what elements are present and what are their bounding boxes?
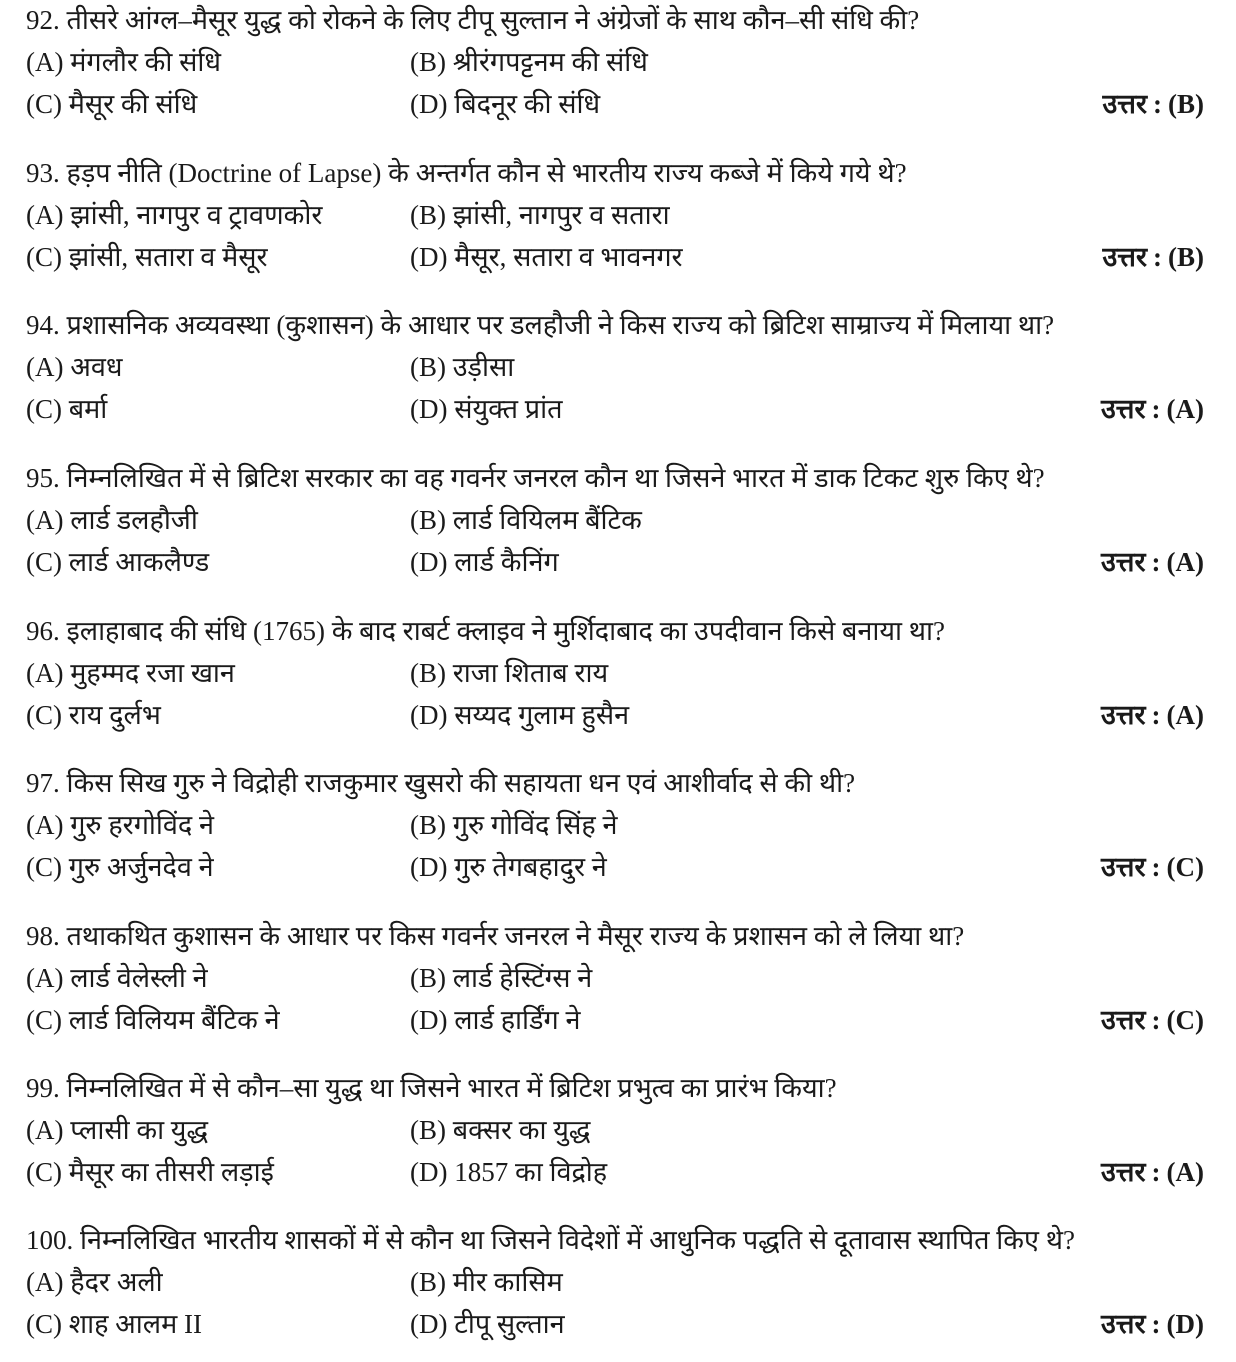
option-b: (B) बक्सर का युद्ध bbox=[410, 1115, 591, 1145]
option-a: (A) मंगलौर की संधि bbox=[26, 47, 221, 77]
question-98 bbox=[0, 918, 1236, 1058]
option-d: (D) लार्ड कैनिंग bbox=[410, 547, 559, 577]
answer: उत्तर : (C) bbox=[1101, 852, 1204, 882]
option-a: (A) प्लासी का युद्ध bbox=[26, 1115, 209, 1145]
answer: उत्तर : (A) bbox=[1101, 700, 1204, 730]
question-text: 94. प्रशासनिक अव्यवस्था (कुशासन) के आधार पर डलहौजी ने किस राज्य को ब्रिटिश साम्राज्य में मिलाया था? bbox=[26, 310, 1055, 340]
question-text: 99. निम्नलिखित में से कौन–सा युद्ध था जिसने भारत में ब्रिटिश प्रभुत्व का प्रारंभ किया? bbox=[26, 1073, 837, 1103]
option-b: (B) उड़ीसा bbox=[410, 352, 515, 382]
option-c: (C) शाह आलम II bbox=[26, 1309, 202, 1339]
answer: उत्तर : (A) bbox=[1101, 394, 1204, 424]
question-95 bbox=[0, 460, 1236, 600]
option-a: (A) मुहम्मद रजा खान bbox=[26, 658, 235, 688]
option-b: (B) झांसी, नागपुर व सतारा bbox=[410, 200, 670, 230]
question-text: 93. हड़प नीति (Doctrine of Lapse) के अन्तर्गत कौन से भारतीय राज्य कब्जे में किये गये थे? bbox=[26, 158, 907, 188]
option-c: (C) बर्मा bbox=[26, 394, 108, 424]
answer: उत्तर : (B) bbox=[1102, 89, 1204, 119]
option-a: (A) अवध bbox=[26, 352, 123, 382]
option-b: (B) लार्ड वियिलम बैंटिक bbox=[410, 505, 642, 535]
question-93 bbox=[0, 155, 1236, 295]
option-b: (B) मीर कासिम bbox=[410, 1267, 563, 1297]
option-b: (B) श्रीरंगपट्टनम की संधि bbox=[410, 47, 648, 77]
option-c: (C) झांसी, सतारा व मैसूर bbox=[26, 242, 268, 272]
option-d: (D) बिदनूर की संधि bbox=[410, 89, 601, 119]
option-d: (D) लार्ड हार्डिंग ने bbox=[410, 1005, 581, 1035]
question-94 bbox=[0, 307, 1236, 447]
answer: उत्तर : (B) bbox=[1102, 242, 1204, 272]
question-99 bbox=[0, 1070, 1236, 1210]
question-97 bbox=[0, 765, 1236, 905]
answer: उत्तर : (C) bbox=[1101, 1005, 1204, 1035]
option-d: (D) सय्यद गुलाम हुसैन bbox=[410, 700, 630, 730]
option-b: (B) लार्ड हेस्टिंग्स ने bbox=[410, 963, 593, 993]
question-text: 98. तथाकथित कुशासन के आधार पर किस गवर्नर जनरल ने मैसूर राज्य के प्रशासन को ले लिया था? bbox=[26, 921, 965, 951]
option-a: (A) हैदर अली bbox=[26, 1267, 163, 1297]
option-d: (D) 1857 का विद्रोह bbox=[410, 1157, 608, 1187]
option-d: (D) टीपू सुल्तान bbox=[410, 1309, 565, 1339]
option-d: (D) गुरु तेगबहादुर ने bbox=[410, 852, 607, 882]
question-96 bbox=[0, 613, 1236, 753]
question-92 bbox=[0, 2, 1236, 142]
option-a: (A) लार्ड वेलेस्ली ने bbox=[26, 963, 208, 993]
answer: उत्तर : (A) bbox=[1101, 547, 1204, 577]
option-c: (C) गुरु अर्जुनदेव ने bbox=[26, 852, 214, 882]
answer: उत्तर : (D) bbox=[1101, 1309, 1204, 1339]
option-b: (B) गुरु गोविंद सिंह ने bbox=[410, 810, 618, 840]
option-c: (C) मैसूर की संधि bbox=[26, 89, 198, 119]
answer: उत्तर : (A) bbox=[1101, 1157, 1204, 1187]
option-c: (C) राय दुर्लभ bbox=[26, 700, 161, 730]
option-a: (A) गुरु हरगोविंद ने bbox=[26, 810, 214, 840]
option-d: (D) संयुक्त प्रांत bbox=[410, 394, 563, 424]
question-text: 92. तीसरे आंग्ल–मैसूर युद्ध को रोकने के लिए टीपू सुल्तान ने अंग्रेजों के साथ कौन–सी संधि की? bbox=[26, 5, 920, 35]
question-text: 100. निम्नलिखित भारतीय शासकों में से कौन था जिसने विदेशों में आधुनिक पद्धति से दूतावास स्थापित किए थे? bbox=[26, 1225, 1075, 1255]
question-text: 97. किस सिख गुरु ने विद्रोही राजकुमार खुसरो की सहायता धन एवं आशीर्वाद से की थी? bbox=[26, 768, 856, 798]
question-text: 96. इलाहाबाद की संधि (1765) के बाद राबर्ट क्लाइव ने मुर्शिदाबाद का उपदीवान किसे बनाया था? bbox=[26, 616, 946, 646]
option-a: (A) लार्ड डलहौजी bbox=[26, 505, 198, 535]
question-100 bbox=[0, 1222, 1236, 1362]
option-c: (C) मैसूर का तीसरी लड़ाई bbox=[26, 1157, 274, 1187]
option-c: (C) लार्ड आकलैण्ड bbox=[26, 547, 210, 577]
option-b: (B) राजा शिताब राय bbox=[410, 658, 609, 688]
option-d: (D) मैसूर, सतारा व भावनगर bbox=[410, 242, 683, 272]
option-c: (C) लार्ड विलियम बैंटिक ने bbox=[26, 1005, 280, 1035]
question-text: 95. निम्नलिखित में से ब्रिटिश सरकार का वह गवर्नर जनरल कौन था जिसने भारत में डाक टिकट शुरु किए थे? bbox=[26, 463, 1045, 493]
option-a: (A) झांसी, नागपुर व ट्रावणकोर bbox=[26, 200, 323, 230]
